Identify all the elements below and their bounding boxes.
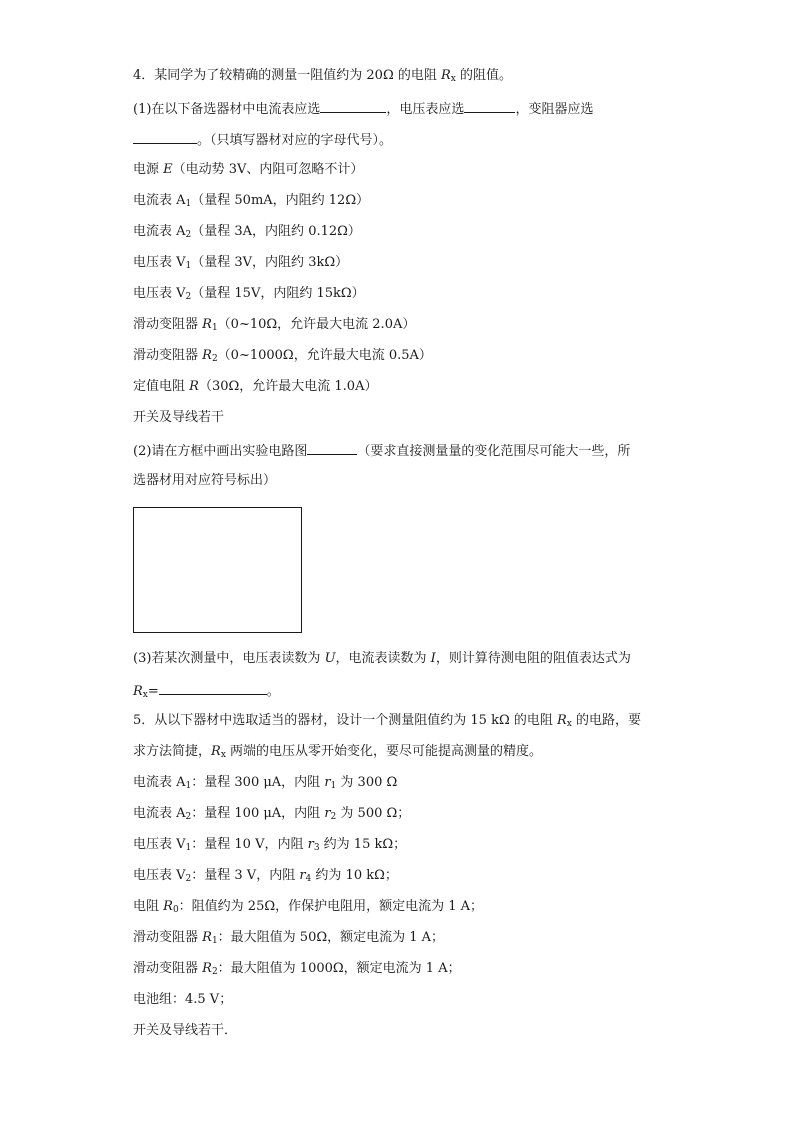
q4-part1-line1: (1)在以下备选器材中电流表应选 ，电压表应选 ，变阻器应选 [133, 99, 593, 119]
q4-part3-line1: (3)若某次测量中，电压表读数为 U，电流表读数为 I，则计算待测电阻的阻值表达式为 [133, 651, 631, 666]
q4-item: 电压表 $V_1$（量程 3V，内阻约 3kΩ） [133, 255, 349, 271]
q5-item: 电压表 $V_2$：量程 3 V，内阻 $r_4$ 约为 10 kΩ； [133, 868, 398, 884]
ammeter-answer-blank[interactable] [320, 99, 386, 113]
q5-item: 滑动变阻器 $R_2$：最大阻值为 1000Ω，额定电流为 1 A； [133, 961, 461, 977]
circuit-drawing-box[interactable] [133, 507, 302, 633]
q4-part3-line2: $R_x=$ 。 [133, 681, 280, 701]
q4-item: 定值电阻 R（30Ω，允许最大电流 1.0A） [133, 379, 378, 394]
q5-item: 电流表 $A_1$：量程 300 μA，内阻 $r_1$ 为 300 Ω [133, 775, 398, 791]
q4-item: 电压表 $V_2$（量程 15V，内阻约 15kΩ） [133, 286, 365, 302]
voltmeter-answer-blank[interactable] [464, 99, 515, 113]
q4-part2-line1: (2)请在方框中画出实验电路图 （要求直接测量量的变化范围尽可能大一些，所 [133, 441, 630, 461]
q4-item: 滑动变阻器 $R_1(0\sim 10\Omega$，允许最大电流 2.0A） [133, 317, 416, 333]
rheostat-answer-blank[interactable] [133, 130, 197, 144]
q4-stem: 4．某同学为了较精确的测量一阻值约为 20Ω 的电阻 $R_x$ 的阻值。 [133, 68, 513, 84]
q5-stem-line1: 5．从以下器材中选取适当的器材，设计一个测量阻值约为 15 kΩ 的电阻 $R_x$ 的电路，要 [133, 713, 642, 729]
q5-item: 电池组：4.5 V； [133, 992, 233, 1007]
q5-item: 电阻 $R_0$：阻值约为 25Ω，作保护电阻用，额定电流为 1 A； [133, 899, 484, 915]
q4-item: 电流表 $A_2$（量程 3A，内阻约 0.12Ω） [133, 224, 361, 240]
q5-item: 滑动变阻器 $R_1$：最大阻值为 50Ω，额定电流为 1 A； [133, 930, 445, 946]
circuit-answer-blank[interactable] [307, 441, 357, 455]
q4-part1-line2: 。（只填写器材对应的字母代号）。 [133, 130, 392, 150]
q4-item: 开关及导线若干 [133, 410, 225, 425]
q4-item: 电流表 $A_1$（量程 50mA，内阻约 12Ω） [133, 193, 370, 209]
q4-item: 电源 E（电动势 3V、内阻可忽略不计） [133, 162, 364, 177]
q5-stem-line2: 求方法简捷，$R_x$ 两端的电压从零开始变化，要尽可能提高测量的精度。 [133, 744, 543, 760]
q5-item: 电流表 $A_2$：量程 100 μA，内阻 $r_2$ 为 500 Ω； [133, 806, 411, 822]
formula-answer-blank[interactable] [159, 681, 267, 695]
q5-item: 电压表 $V_1$：量程 10 V，内阻 $r_3$ 约为 15 kΩ； [133, 837, 407, 853]
q5-item: 开关及导线若干． [133, 1023, 238, 1038]
q4-item: 滑动变阻器 $R_2(0\sim 1000\Omega$，允许最大电流 0.5A） [133, 348, 432, 364]
q4-part2-line2: 选器材用对应符号标出） [133, 473, 277, 488]
